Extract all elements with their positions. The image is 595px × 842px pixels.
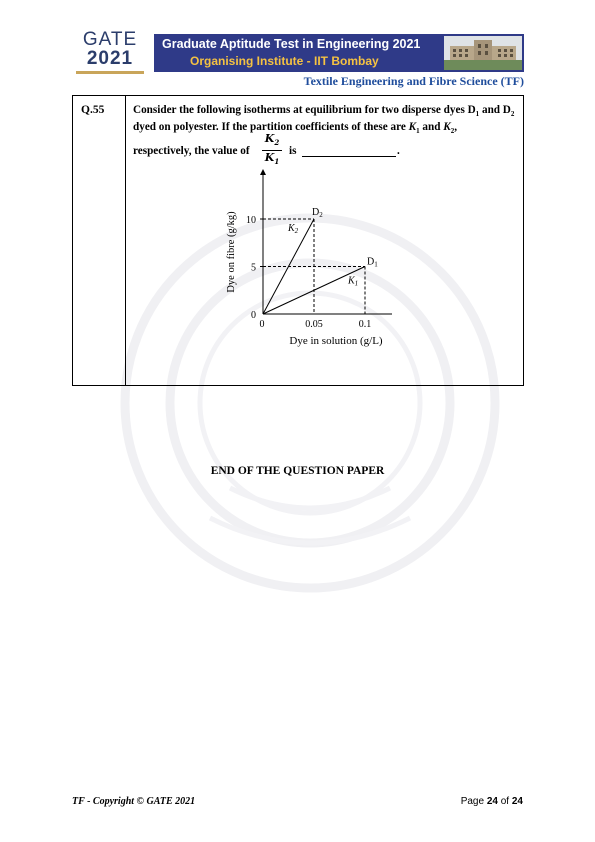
column-divider — [125, 96, 126, 385]
subscript: 2 — [274, 138, 280, 148]
point-label-d1 — [367, 257, 378, 269]
question-text-part: respectively, the value of — [133, 145, 250, 157]
question-text-part: is — [289, 145, 297, 157]
fraction-numerator — [261, 132, 283, 150]
y-tick-label: 10 — [246, 215, 256, 226]
x-tick-label: 0.05 — [305, 319, 323, 330]
subscript: 2 — [450, 127, 455, 136]
logo-year: 2021 — [86, 48, 134, 69]
symbol-k2: K — [443, 121, 451, 134]
question-text-part: . — [397, 145, 400, 157]
question-text-part: , — [454, 121, 457, 134]
page-total: 24 — [511, 796, 523, 807]
point-label-letter: D — [312, 207, 320, 218]
organising-institute: Organising Institute - IIT Bombay — [190, 54, 379, 68]
question-text-part: and — [419, 121, 444, 134]
slope-label-letter: K — [348, 275, 355, 287]
symbol-k1: K — [408, 121, 417, 134]
end-of-paper: END OF THE QUESTION PAPER — [210, 465, 385, 477]
point-label-subscript: 2 — [319, 211, 323, 219]
gate-logo — [72, 30, 148, 74]
page-header — [72, 30, 524, 74]
subject-title: Textile Engineering and Fibre Science (TF) — [303, 74, 524, 88]
header-banner — [154, 34, 524, 72]
x-axis-label: Dye in solution (g/L) — [289, 335, 383, 347]
question-text-part: and D — [479, 104, 511, 116]
building-icon — [444, 36, 522, 70]
page-current: 24 — [486, 796, 498, 807]
subscript: 1 — [416, 127, 420, 136]
question-number: Q.55 — [81, 104, 105, 116]
slope-label-letter: K — [288, 223, 295, 234]
page-number — [461, 796, 523, 807]
answer-blank — [302, 156, 396, 157]
subscript: 1 — [475, 110, 480, 119]
x-tick-label: 0.1 — [358, 319, 372, 330]
y-axis-label: Dye on fibre (g/kg) — [226, 211, 237, 293]
question-text-part: Consider the following isotherms at equilibrium for two disperse dyes D — [133, 104, 476, 116]
question-line-fraction — [133, 132, 518, 166]
subscript: 2 — [510, 110, 515, 119]
fraction-symbol: K — [264, 132, 275, 145]
exam-title: Graduate Aptitude Test in Engineering 2021 — [162, 37, 421, 51]
y-tick-label: 5 — [251, 262, 256, 274]
copyright-footer: TF - Copyright © GATE 2021 — [72, 796, 196, 807]
y-tick-label: 0 — [251, 310, 256, 321]
slope-label-subscript: 2 — [294, 227, 299, 235]
point-label-d2 — [312, 207, 323, 219]
logo-text: GATE — [82, 29, 138, 50]
point-label-subscript: 1 — [374, 260, 378, 269]
fraction-symbol: K — [264, 151, 275, 165]
slope-label-k1 — [347, 276, 358, 288]
point-label-letter: D — [367, 256, 375, 268]
logo-strip — [76, 71, 144, 74]
slope-label-k2 — [287, 223, 299, 235]
isotherm-graph — [220, 164, 400, 354]
question-text-part: dyed on polyester. If the partition coefficients of these are — [133, 121, 409, 134]
x-tick-label: 0 — [259, 319, 265, 330]
slope-label-subscript: 1 — [354, 279, 359, 288]
page-word: Page — [460, 796, 487, 807]
page-of: of — [497, 796, 512, 807]
subscript: 1 — [274, 157, 280, 167]
